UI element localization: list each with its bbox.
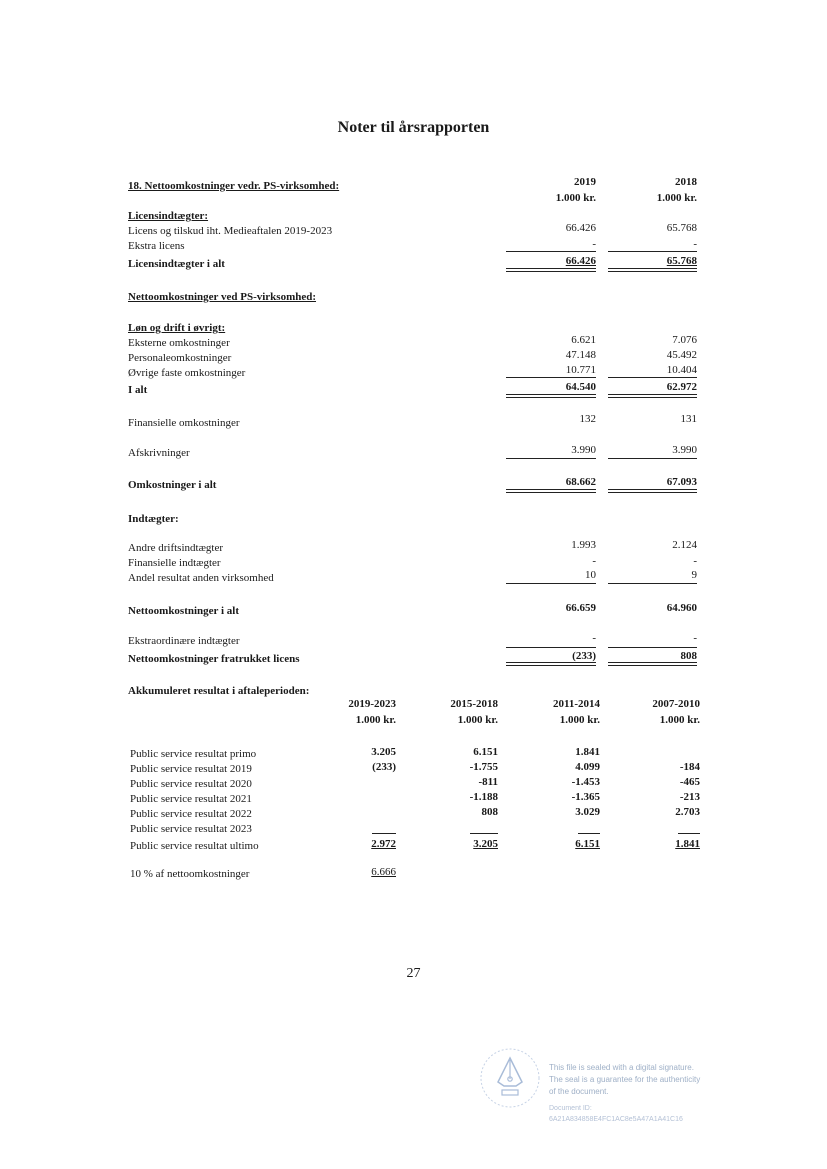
row-value-2018: 2.124 — [672, 539, 697, 551]
row-value-2018: 10.404 — [666, 364, 697, 376]
subtotal-rule — [506, 377, 596, 378]
akk-cell: 6.151 — [575, 838, 600, 850]
row-label: Afskrivninger — [128, 447, 190, 459]
total-double-rule — [608, 394, 697, 398]
subtotal-rule — [506, 583, 596, 584]
total-label: Omkostninger i alt — [128, 479, 217, 491]
period-header: 2015-2018 — [450, 698, 498, 710]
total-double-rule — [506, 394, 596, 398]
period-unit: 1.000 kr. — [659, 714, 700, 726]
akk-cell: -1.755 — [469, 761, 498, 773]
row-value-2019: 10 — [585, 569, 596, 581]
seal-id-label: Document ID: — [549, 1105, 592, 1112]
akk-cell: -184 — [679, 761, 700, 773]
page-number: 27 — [406, 966, 421, 981]
period-header: 2007-2010 — [652, 698, 700, 710]
drift-heading: Løn og drift i øvrigt: — [128, 322, 226, 334]
akk-cell: 6.151 — [473, 746, 498, 758]
seal-id-value: 6A21A834858E4FC1AC8e5A47A1A41C16 — [549, 1116, 683, 1123]
akk-cell: -213 — [679, 791, 700, 803]
total-value-2018: 67.093 — [666, 476, 697, 488]
akk-row-label: Public service resultat 2020 — [130, 778, 252, 790]
row-value-2019: 1.993 — [571, 539, 596, 551]
total-label: Nettoomkostninger fratrukket licens — [128, 653, 300, 665]
period-unit: 1.000 kr. — [355, 714, 396, 726]
row-label: Licens og tilskud iht. Medieaftalen 2019-2023 — [128, 225, 333, 237]
unit-header-2019: 1.000 kr. — [555, 192, 596, 204]
akk-cell: 1.841 — [675, 838, 700, 850]
akk-cell: 4.099 — [575, 761, 600, 773]
pen-nib-seal-icon — [478, 1046, 542, 1110]
total-label: Nettoomkostninger i alt — [128, 605, 240, 617]
subtotal-rule — [506, 647, 596, 648]
akk-row-label: Public service resultat 2023 — [130, 823, 252, 835]
total-label: Licensindtægter i alt — [128, 258, 225, 270]
row-value-2018: 131 — [680, 413, 697, 425]
akk-cell: -1.188 — [469, 791, 498, 803]
row-label: Ekstraordinære indtægter — [128, 635, 240, 647]
note-heading: 18. Nettoomkostninger vedr. PS-virksomhed: — [128, 180, 340, 192]
akk-cell: 808 — [481, 806, 498, 818]
row-label: Eksterne omkostninger — [128, 337, 230, 349]
row-value-2019: - — [592, 555, 596, 567]
subtotal-rule — [608, 647, 697, 648]
period-header: 2011-2014 — [552, 698, 600, 710]
subtotal-rule — [678, 833, 700, 834]
total-double-rule — [608, 662, 697, 666]
subtotal-rule — [608, 458, 697, 459]
akk-cell: 3.029 — [575, 806, 600, 818]
row-label: Ekstra licens — [128, 240, 185, 252]
row-value-2019: - — [592, 238, 596, 250]
row-label: Andre driftsindtægter — [128, 542, 224, 554]
akk-cell: (233) — [372, 761, 396, 773]
subtotal-rule — [506, 251, 596, 252]
total-double-rule — [506, 662, 596, 666]
row-value-2019: 132 — [579, 413, 596, 425]
akk-cell: -811 — [478, 776, 498, 788]
row-value-2018: - — [693, 555, 697, 567]
seal-line: This file is sealed with a digital signature. — [549, 1063, 694, 1072]
seal-emblem — [478, 1046, 542, 1110]
akk-cell: -1.365 — [571, 791, 600, 803]
row-label: Andel resultat anden virksomhed — [128, 572, 274, 584]
row-value-2018: - — [693, 632, 697, 644]
akk-cell: 1.841 — [575, 746, 600, 758]
period-header: 2019-2023 — [348, 698, 396, 710]
subtotal-rule — [506, 458, 596, 459]
row-value-2018: - — [693, 238, 697, 250]
row-label: Finansielle indtægter — [128, 557, 221, 569]
total-value-2018: 64.960 — [666, 602, 697, 614]
row-value-2019: 6.621 — [571, 334, 596, 346]
row-value-2018: 45.492 — [666, 349, 697, 361]
total-value-2018: 65.768 — [666, 255, 697, 267]
year-header-2019: 2019 — [574, 176, 596, 188]
row-value-2019: 3.990 — [571, 444, 596, 456]
total-value-2019: 68.662 — [565, 476, 596, 488]
akk-cell: -1.453 — [571, 776, 600, 788]
row-label: Finansielle omkostninger — [128, 417, 240, 429]
ten-pct-label: 10 % af nettoomkostninger — [130, 868, 250, 880]
akk-cell: 3.205 — [371, 746, 396, 758]
licens-heading: Licensindtægter: — [128, 210, 209, 222]
akk-cell: 2.703 — [675, 806, 700, 818]
akkumuleret-heading: Akkumuleret resultat i aftaleperioden: — [128, 685, 310, 697]
total-label: I alt — [128, 384, 148, 396]
indtaegter-heading: Indtægter: — [128, 513, 179, 525]
row-value-2019: 47.148 — [565, 349, 596, 361]
row-label: Personaleomkostninger — [128, 352, 232, 364]
seal-line: The seal is a guarantee for the authenticity — [549, 1075, 701, 1084]
row-value-2019: 10.771 — [565, 364, 596, 376]
total-value-2019: 66.426 — [565, 255, 596, 267]
subtotal-rule — [372, 833, 396, 834]
total-value-2019: (233) — [572, 650, 596, 662]
akk-row-label: Public service resultat 2022 — [130, 808, 252, 820]
subtotal-rule — [470, 833, 498, 834]
subtotal-rule — [608, 583, 697, 584]
page-title: Noter til årsrapporten — [337, 119, 490, 136]
subtotal-rule — [608, 251, 697, 252]
period-unit: 1.000 kr. — [457, 714, 498, 726]
akk-cell: 2.972 — [371, 838, 396, 850]
total-double-rule — [608, 489, 697, 493]
akk-row-label: Public service resultat 2019 — [130, 763, 252, 775]
akk-cell: -465 — [679, 776, 700, 788]
ten-pct-value: 6.666 — [371, 866, 396, 878]
unit-header-2018: 1.000 kr. — [656, 192, 697, 204]
row-value-2018: 65.768 — [666, 222, 697, 234]
row-value-2019: - — [592, 632, 596, 644]
akk-row-label: Public service resultat ultimo — [130, 840, 259, 852]
total-double-rule — [506, 489, 596, 493]
akk-cell: 3.205 — [473, 838, 498, 850]
total-double-rule — [506, 268, 596, 272]
netto-heading: Nettoomkostninger ved PS-virksomhed: — [128, 291, 317, 303]
row-label: Øvrige faste omkostninger — [128, 367, 246, 379]
subtotal-rule — [608, 377, 697, 378]
akk-row-label: Public service resultat primo — [130, 748, 257, 760]
subtotal-rule — [578, 833, 600, 834]
total-value-2018: 62.972 — [666, 381, 697, 393]
year-header-2018: 2018 — [675, 176, 697, 188]
total-value-2019: 64.540 — [565, 381, 596, 393]
period-unit: 1.000 kr. — [559, 714, 600, 726]
row-value-2018: 9 — [691, 569, 697, 581]
seal-line: of the document. — [549, 1087, 609, 1096]
row-value-2019: 66.426 — [565, 222, 596, 234]
total-value-2018: 808 — [680, 650, 697, 662]
akk-row-label: Public service resultat 2021 — [130, 793, 252, 805]
total-value-2019: 66.659 — [565, 602, 596, 614]
row-value-2018: 3.990 — [672, 444, 697, 456]
total-double-rule — [608, 268, 697, 272]
row-value-2018: 7.076 — [672, 334, 697, 346]
